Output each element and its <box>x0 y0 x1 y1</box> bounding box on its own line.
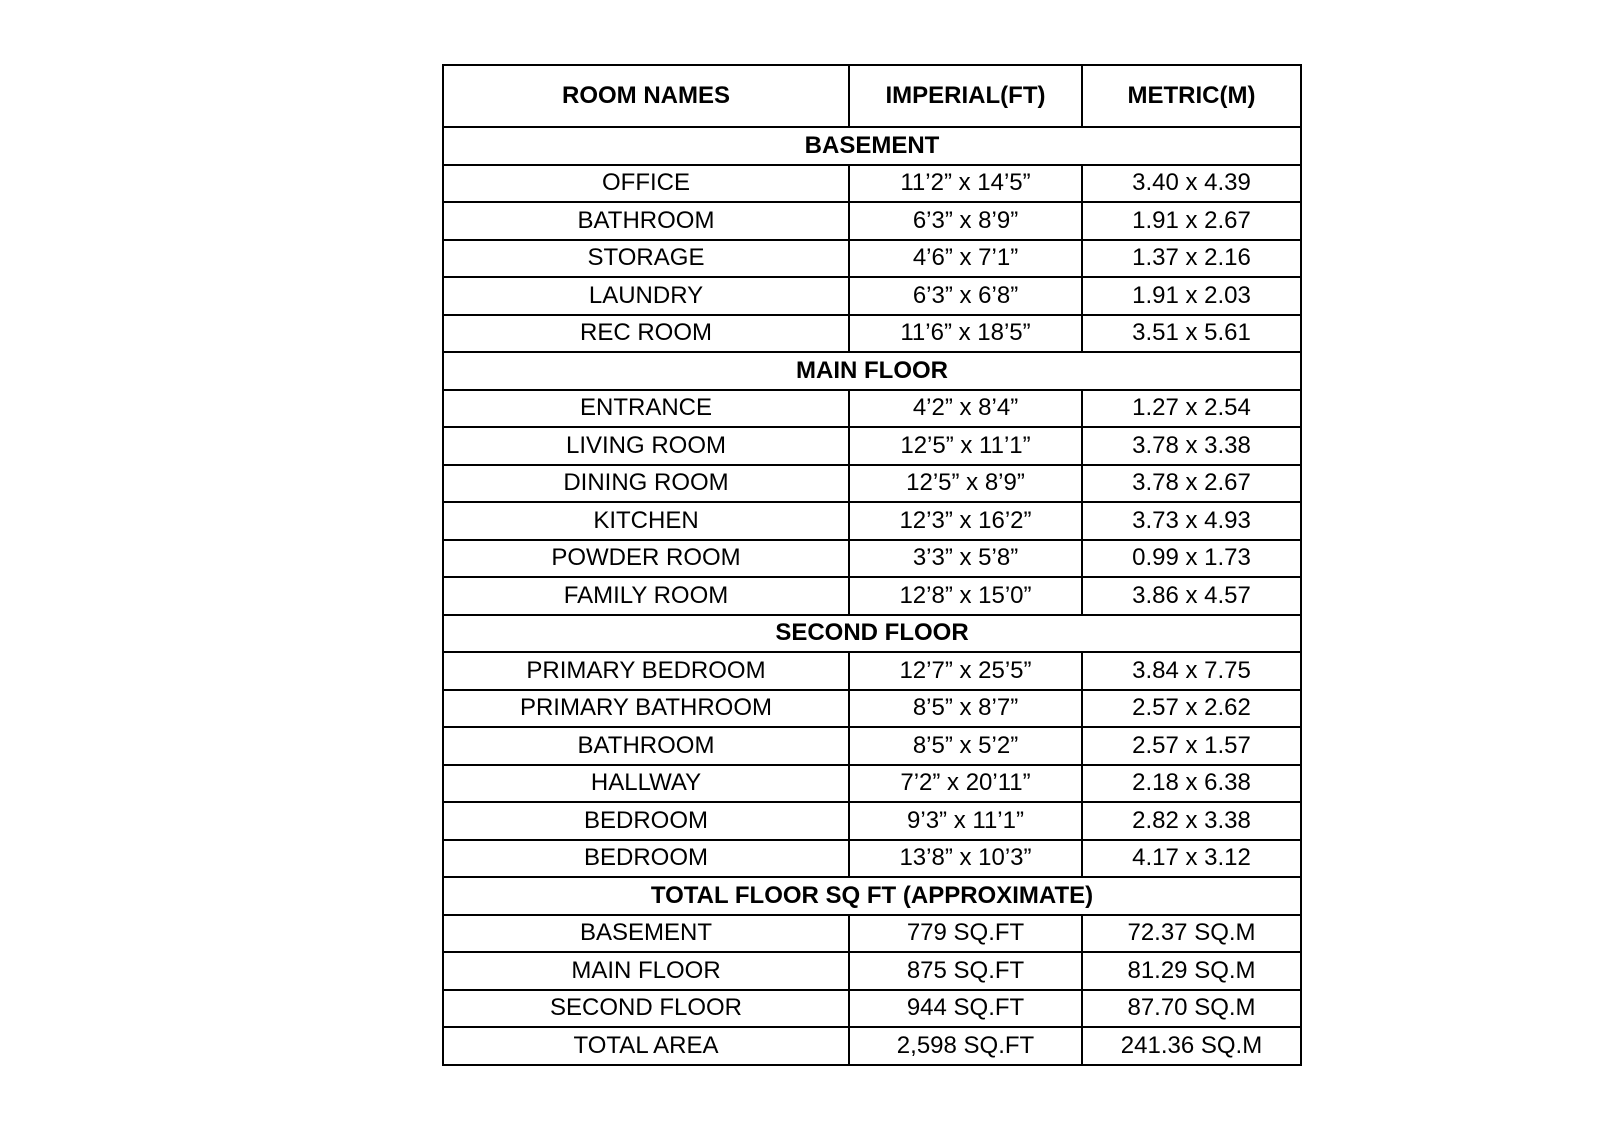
metric-cell: 72.37 SQ.M <box>1082 915 1301 953</box>
metric-cell: 3.84 x 7.75 <box>1082 652 1301 690</box>
metric-cell: 2.18 x 6.38 <box>1082 765 1301 803</box>
imperial-cell: 12’5” x 8’9” <box>849 465 1082 503</box>
table-row <box>443 165 1301 203</box>
room-name-cell: ENTRANCE <box>443 390 849 428</box>
room-name-cell: HALLWAY <box>443 765 849 803</box>
section-title: MAIN FLOOR <box>443 352 1301 390</box>
table-row <box>443 502 1301 540</box>
table-row <box>443 652 1301 690</box>
room-name-cell: STORAGE <box>443 240 849 278</box>
room-name-cell: LAUNDRY <box>443 277 849 315</box>
imperial-cell: 12’5” x 11’1” <box>849 427 1082 465</box>
room-name-cell: BEDROOM <box>443 802 849 840</box>
imperial-cell: 7’2” x 20’11” <box>849 765 1082 803</box>
imperial-cell: 11’6” x 18’5” <box>849 315 1082 353</box>
section-row <box>443 127 1301 165</box>
imperial-cell: 8’5” x 5’2” <box>849 727 1082 765</box>
metric-cell: 87.70 SQ.M <box>1082 990 1301 1028</box>
room-name-cell: BEDROOM <box>443 840 849 878</box>
imperial-cell: 8’5” x 8’7” <box>849 690 1082 728</box>
room-name-cell: BATHROOM <box>443 202 849 240</box>
room-dimensions-table <box>442 64 1302 1066</box>
room-name-cell: REC ROOM <box>443 315 849 353</box>
metric-cell: 81.29 SQ.M <box>1082 952 1301 990</box>
room-name-cell: OFFICE <box>443 165 849 203</box>
imperial-cell: 13’8” x 10’3” <box>849 840 1082 878</box>
room-name-cell: PRIMARY BATHROOM <box>443 690 849 728</box>
metric-cell: 1.27 x 2.54 <box>1082 390 1301 428</box>
room-name-cell: BASEMENT <box>443 915 849 953</box>
room-name-cell: SECOND FLOOR <box>443 990 849 1028</box>
imperial-cell: 6’3” x 6’8” <box>849 277 1082 315</box>
table-row <box>443 840 1301 878</box>
table-row <box>443 315 1301 353</box>
imperial-cell: 12’3” x 16’2” <box>849 502 1082 540</box>
room-name-cell: TOTAL AREA <box>443 1027 849 1065</box>
room-name-cell: PRIMARY BEDROOM <box>443 652 849 690</box>
metric-cell: 2.57 x 2.62 <box>1082 690 1301 728</box>
section-row <box>443 352 1301 390</box>
table-row <box>443 765 1301 803</box>
table-row <box>443 465 1301 503</box>
room-name-cell: KITCHEN <box>443 502 849 540</box>
table-body <box>443 127 1301 1065</box>
imperial-cell: 2,598 SQ.FT <box>849 1027 1082 1065</box>
table-row <box>443 802 1301 840</box>
section-title: SECOND FLOOR <box>443 615 1301 653</box>
table-row <box>443 240 1301 278</box>
table-row <box>443 727 1301 765</box>
imperial-cell: 875 SQ.FT <box>849 952 1082 990</box>
metric-cell: 1.91 x 2.67 <box>1082 202 1301 240</box>
room-name-cell: FAMILY ROOM <box>443 577 849 615</box>
table-row <box>443 540 1301 578</box>
metric-cell: 3.51 x 5.61 <box>1082 315 1301 353</box>
header-room-names: ROOM NAMES <box>443 65 849 127</box>
metric-cell: 1.91 x 2.03 <box>1082 277 1301 315</box>
metric-cell: 2.82 x 3.38 <box>1082 802 1301 840</box>
room-name-cell: LIVING ROOM <box>443 427 849 465</box>
table-row <box>443 390 1301 428</box>
section-title: BASEMENT <box>443 127 1301 165</box>
room-name-cell: DINING ROOM <box>443 465 849 503</box>
table-row <box>443 1027 1301 1065</box>
table-row <box>443 577 1301 615</box>
table-row <box>443 952 1301 990</box>
room-name-cell: POWDER ROOM <box>443 540 849 578</box>
table-row <box>443 427 1301 465</box>
imperial-cell: 12’7” x 25’5” <box>849 652 1082 690</box>
metric-cell: 3.40 x 4.39 <box>1082 165 1301 203</box>
room-name-cell: MAIN FLOOR <box>443 952 849 990</box>
metric-cell: 3.73 x 4.93 <box>1082 502 1301 540</box>
table-row <box>443 277 1301 315</box>
metric-cell: 0.99 x 1.73 <box>1082 540 1301 578</box>
table-row <box>443 990 1301 1028</box>
header-metric: METRIC(M) <box>1082 65 1301 127</box>
imperial-cell: 12’8” x 15’0” <box>849 577 1082 615</box>
section-row <box>443 615 1301 653</box>
metric-cell: 2.57 x 1.57 <box>1082 727 1301 765</box>
metric-cell: 3.78 x 3.38 <box>1082 427 1301 465</box>
imperial-cell: 944 SQ.FT <box>849 990 1082 1028</box>
imperial-cell: 6’3” x 8’9” <box>849 202 1082 240</box>
header-imperial: IMPERIAL(FT) <box>849 65 1082 127</box>
imperial-cell: 4’2” x 8’4” <box>849 390 1082 428</box>
table-row <box>443 202 1301 240</box>
imperial-cell: 779 SQ.FT <box>849 915 1082 953</box>
room-name-cell: BATHROOM <box>443 727 849 765</box>
metric-cell: 4.17 x 3.12 <box>1082 840 1301 878</box>
metric-cell: 3.78 x 2.67 <box>1082 465 1301 503</box>
table-row <box>443 690 1301 728</box>
imperial-cell: 11’2” x 14’5” <box>849 165 1082 203</box>
imperial-cell: 3’3” x 5’8” <box>849 540 1082 578</box>
metric-cell: 3.86 x 4.57 <box>1082 577 1301 615</box>
imperial-cell: 9’3” x 11’1” <box>849 802 1082 840</box>
table-row <box>443 915 1301 953</box>
section-title: TOTAL FLOOR SQ FT (APPROXIMATE) <box>443 877 1301 915</box>
imperial-cell: 4’6” x 7’1” <box>849 240 1082 278</box>
section-row <box>443 877 1301 915</box>
metric-cell: 1.37 x 2.16 <box>1082 240 1301 278</box>
table-header <box>443 65 1301 127</box>
header-row <box>443 65 1301 127</box>
metric-cell: 241.36 SQ.M <box>1082 1027 1301 1065</box>
